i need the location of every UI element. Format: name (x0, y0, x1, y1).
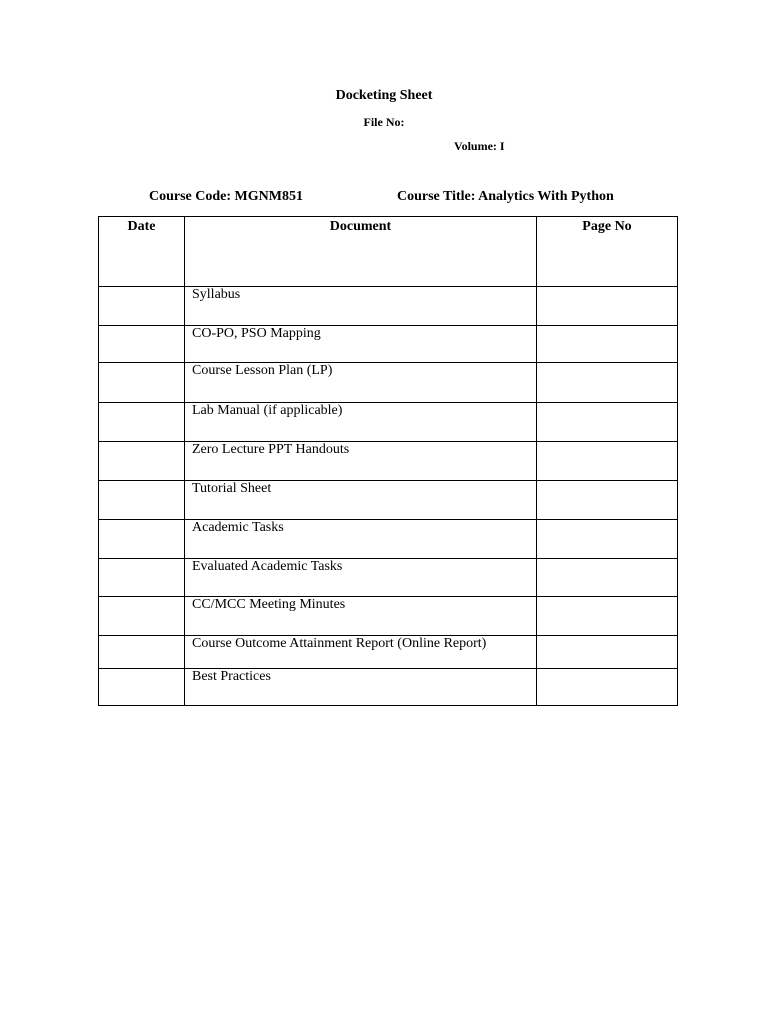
docket-table (98, 216, 678, 706)
document-cell: CC/MCC Meeting Minutes (185, 597, 537, 636)
table-row (99, 481, 678, 520)
page-no-cell (537, 520, 678, 559)
course-code: Course Code: MGNM851 (149, 189, 303, 204)
page-no-cell (537, 636, 678, 669)
date-cell (99, 559, 185, 597)
document-cell: Zero Lecture PPT Handouts (185, 442, 537, 481)
page-no-cell (537, 481, 678, 520)
table-row (99, 669, 678, 706)
document-title: Docketing Sheet (335, 88, 433, 103)
column-header-page-no: Page No (537, 217, 678, 287)
document-cell: Course Outcome Attainment Report (Online Report) (185, 636, 537, 669)
table-row (99, 559, 678, 597)
table-row (99, 442, 678, 481)
page-no-cell (537, 597, 678, 636)
date-cell (99, 287, 185, 326)
page-no-cell (537, 669, 678, 706)
document-cell: Academic Tasks (185, 520, 537, 559)
column-header-date: Date (99, 217, 185, 287)
table-row (99, 287, 678, 326)
date-cell (99, 597, 185, 636)
page-no-cell (537, 442, 678, 481)
date-cell (99, 363, 185, 403)
course-title: Course Title: Analytics With Python (397, 189, 614, 204)
date-cell (99, 520, 185, 559)
date-cell (99, 481, 185, 520)
document-cell: Evaluated Academic Tasks (185, 559, 537, 597)
table-header-row (99, 217, 678, 287)
file-no-label: File No: (363, 115, 405, 129)
document-cell: Tutorial Sheet (185, 481, 537, 520)
page-no-cell (537, 326, 678, 363)
document-cell: CO-PO, PSO Mapping (185, 326, 537, 363)
page-no-cell (537, 559, 678, 597)
document-cell: Course Lesson Plan (LP) (185, 363, 537, 403)
table-row (99, 326, 678, 363)
table-row (99, 363, 678, 403)
document-cell: Lab Manual (if applicable) (185, 403, 537, 442)
date-cell (99, 442, 185, 481)
date-cell (99, 636, 185, 669)
page-no-cell (537, 403, 678, 442)
page-no-cell (537, 363, 678, 403)
document-cell: Syllabus (185, 287, 537, 326)
table-row (99, 520, 678, 559)
table-row (99, 636, 678, 669)
table-row (99, 597, 678, 636)
table-row (99, 403, 678, 442)
date-cell (99, 326, 185, 363)
document-cell: Best Practices (185, 669, 537, 706)
page-no-cell (537, 287, 678, 326)
volume-label: Volume: I (454, 139, 505, 153)
column-header-document: Document (185, 217, 537, 287)
date-cell (99, 403, 185, 442)
date-cell (99, 669, 185, 706)
